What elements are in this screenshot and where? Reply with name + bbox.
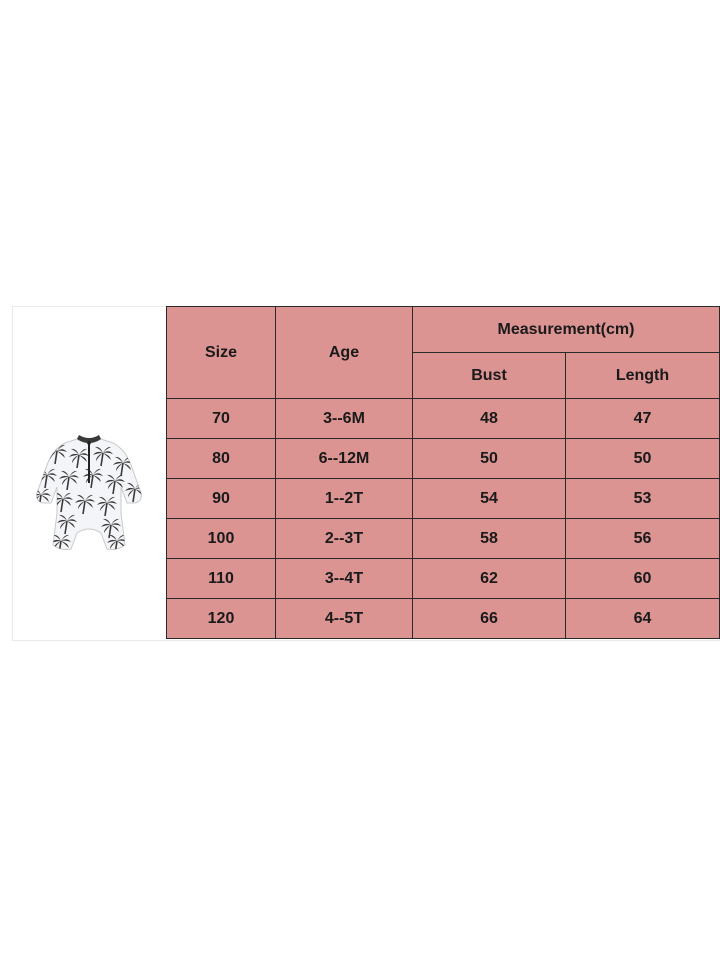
bust-cell: 48 xyxy=(413,399,566,439)
romper-product-image xyxy=(27,417,151,557)
bust-cell: 54 xyxy=(413,479,566,519)
size-cell: 70 xyxy=(167,399,276,439)
table-row xyxy=(167,559,720,599)
table-row xyxy=(167,599,720,639)
header-size: Size xyxy=(167,307,276,399)
length-cell: 50 xyxy=(566,439,720,479)
header-measurement: Measurement(cm) xyxy=(413,307,720,353)
table-row xyxy=(167,439,720,479)
age-cell: 3--4T xyxy=(276,559,413,599)
length-cell: 47 xyxy=(566,399,720,439)
size-cell: 90 xyxy=(167,479,276,519)
age-cell: 6--12M xyxy=(276,439,413,479)
table-row xyxy=(167,479,720,519)
length-cell: 56 xyxy=(566,519,720,559)
header-length: Length xyxy=(566,353,720,399)
age-cell: 3--6M xyxy=(276,399,413,439)
table-row xyxy=(167,399,720,439)
size-cell: 120 xyxy=(167,599,276,639)
bust-cell: 66 xyxy=(413,599,566,639)
size-cell: 100 xyxy=(167,519,276,559)
age-cell: 1--2T xyxy=(276,479,413,519)
length-cell: 60 xyxy=(566,559,720,599)
table-row xyxy=(167,519,720,559)
bust-cell: 62 xyxy=(413,559,566,599)
length-cell: 64 xyxy=(566,599,720,639)
bust-cell: 50 xyxy=(413,439,566,479)
length-cell: 53 xyxy=(566,479,720,519)
age-cell: 4--5T xyxy=(276,599,413,639)
header-row xyxy=(167,307,720,353)
size-chart-table xyxy=(166,306,720,639)
header-bust: Bust xyxy=(413,353,566,399)
size-cell: 80 xyxy=(167,439,276,479)
size-cell: 110 xyxy=(167,559,276,599)
age-cell: 2--3T xyxy=(276,519,413,559)
bust-cell: 58 xyxy=(413,519,566,559)
header-age: Age xyxy=(276,307,413,399)
